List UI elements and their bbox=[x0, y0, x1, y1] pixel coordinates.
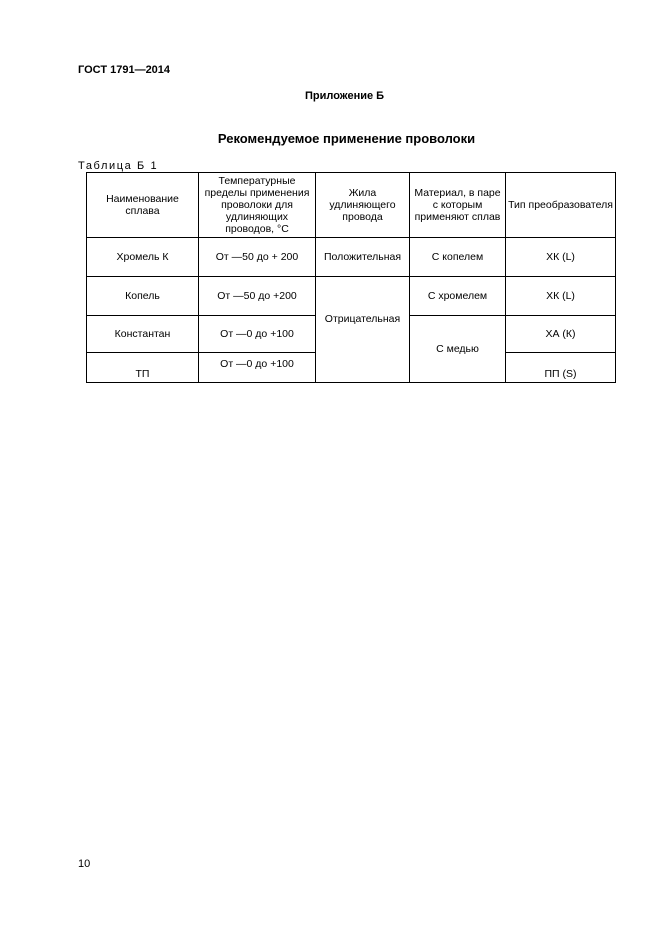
cell-type: ПП (S) bbox=[506, 353, 616, 383]
cell-type: ХК (L) bbox=[506, 277, 616, 316]
cell-alloy: Константан bbox=[87, 316, 199, 353]
page-number: 10 bbox=[78, 858, 91, 870]
cell-range: От —0 до +100 bbox=[199, 316, 316, 353]
cell-pair: С хромелем bbox=[410, 277, 506, 316]
cell-pair: С медью bbox=[410, 316, 506, 383]
table-row bbox=[87, 238, 616, 277]
application-table bbox=[86, 172, 616, 383]
header-temperature-range: Температурные пределы применения проволоки для удлиняющих проводов, °С bbox=[199, 173, 316, 238]
header-pair-material: Материал, в паре с которым применяют сплав bbox=[410, 173, 506, 238]
cell-core: Положительная bbox=[316, 238, 410, 277]
table-caption: Таблица Б 1 bbox=[78, 160, 159, 172]
standard-header: ГОСТ 1791—2014 bbox=[78, 64, 171, 76]
cell-alloy: ТП bbox=[87, 353, 199, 383]
header-converter-type: Тип преобразователя bbox=[506, 173, 616, 238]
cell-range: От —0 до +100 bbox=[199, 353, 316, 383]
cell-type: ХК (L) bbox=[506, 238, 616, 277]
cell-type: ХА (К) bbox=[506, 316, 616, 353]
cell-range: От —50 до + 200 bbox=[199, 238, 316, 277]
table-row bbox=[87, 277, 616, 316]
header-core: Жила удлиняющего провода bbox=[316, 173, 410, 238]
cell-range: От —50 до +200 bbox=[199, 277, 316, 316]
header-alloy: Наименование сплава bbox=[87, 173, 199, 238]
cell-pair: С копелем bbox=[410, 238, 506, 277]
page-title: Рекомендуемое применение проволоки bbox=[217, 131, 476, 146]
cell-core: Отрицательная bbox=[316, 277, 410, 383]
cell-alloy: Копель bbox=[87, 277, 199, 316]
table-header-row bbox=[87, 173, 616, 238]
cell-alloy: Хромель К bbox=[87, 238, 199, 277]
annex-label: Приложение Б bbox=[305, 90, 385, 102]
